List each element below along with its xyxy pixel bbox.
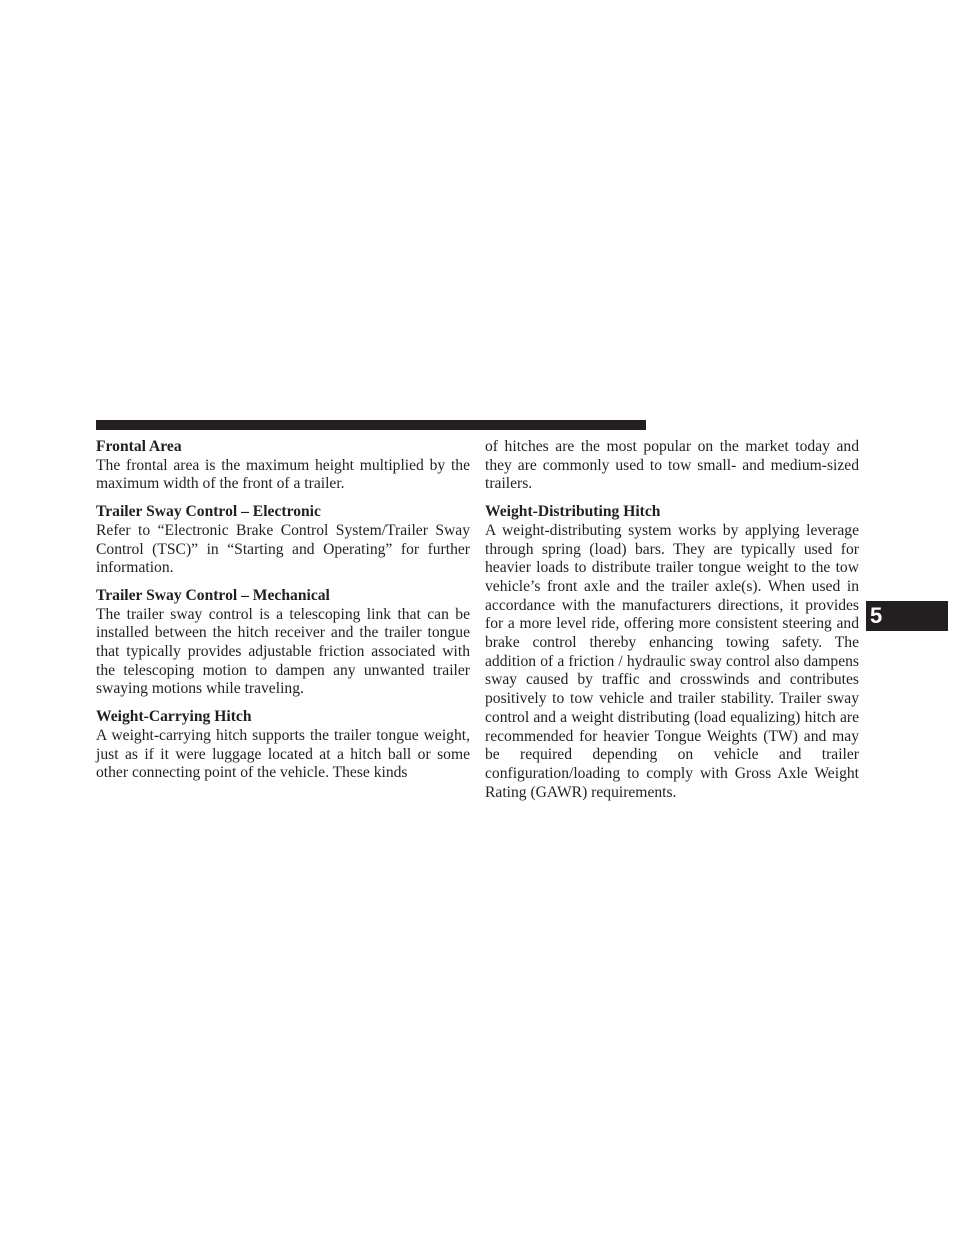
- section-body: A weight-distributing system works by applying leverage through spring (load) bars. They are typically used for heavier loads to distribute trailer tongue weight to the tow vehicle’s front axle and the trailer axle(s). When used in accordance with the manufacturers directions, it provides for a more level ride, offering more consistent steering and brake control thereby enhancing towing safety. The addition of a friction / hydraulic sway control also dampens sway caused by traffic and crosswinds and contributes positively to tow vehicle and trailer stability. Trailer sway control and a weight distributing (load equalizing) hitch are recommended for heavier Tongue Weights (TW) and may be required depending on vehicle and trailer configuration/loading to comply with Gross Axle Weight Rating (GAWR) requirements.: [485, 521, 859, 801]
- section-continuation: [485, 438, 859, 494]
- section-heading: Frontal Area: [96, 438, 182, 455]
- section-divider-bar: [96, 420, 646, 430]
- section-weight-carrying-hitch: [96, 708, 470, 783]
- left-column: [96, 438, 470, 792]
- chapter-tab: 5: [866, 601, 948, 631]
- section-heading: Trailer Sway Control – Electronic: [96, 503, 321, 521]
- section-heading: Weight-Carrying Hitch: [96, 708, 252, 726]
- section-heading: Weight-Distributing Hitch: [485, 503, 661, 521]
- right-column: [485, 438, 859, 811]
- continuation-text: of hitches are the most popular on the market today and they are commonly used to tow small- and medium-sized trailers.: [485, 438, 859, 493]
- section-weight-distributing-hitch: [485, 503, 859, 802]
- section-body: The frontal area is the maximum height multiplied by the maximum width of the front of a trailer.: [96, 456, 470, 493]
- section-frontal-area: [96, 438, 470, 494]
- section-trailer-sway-mechanical: [96, 587, 470, 699]
- section-body: The trailer sway control is a telescoping link that can be installed between the hitch receiver and the trailer tongue that typically provides adjustable friction associated with the telescoping motion to dampen any unwanted trailer swaying motions while traveling.: [96, 605, 470, 698]
- section-body: A weight-carrying hitch supports the trailer tongue weight, just as if it were luggage located at a hitch ball or some other connecting point of the vehicle. These kinds: [96, 726, 470, 782]
- section-heading: Trailer Sway Control – Mechanical: [96, 586, 330, 604]
- section-trailer-sway-electronic: [96, 503, 470, 578]
- section-body: Refer to “Electronic Brake Control System/Trailer Sway Control (TSC)” in “Starting and Operating” for further information.: [96, 521, 470, 577]
